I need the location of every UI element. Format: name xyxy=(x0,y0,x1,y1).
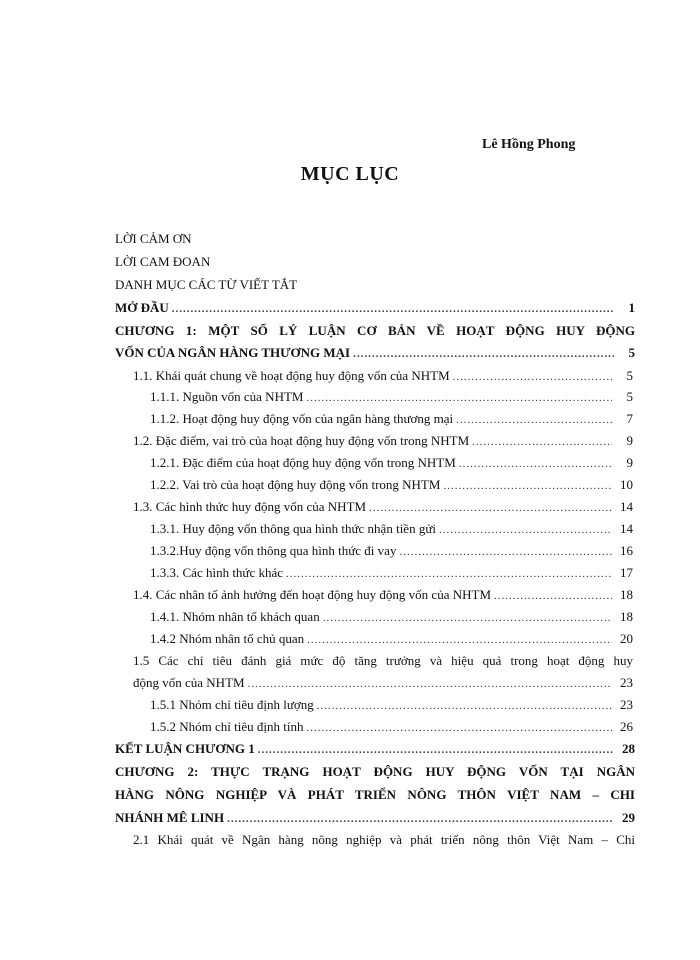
dot-leader xyxy=(439,518,612,541)
dot-leader xyxy=(399,540,612,563)
toc-entry-page: 29 xyxy=(622,810,635,825)
dot-leader xyxy=(472,430,612,453)
dot-leader xyxy=(353,342,614,365)
toc-entry-page: 1 xyxy=(628,300,635,315)
toc-entry xyxy=(150,452,633,474)
toc-chapter2-line2: HÀNG NÔNG NGHIỆP VÀ PHÁT TRIỂN NÔNG THÔN VIỆT NAM – CHI xyxy=(115,787,635,802)
toc-entry-1-5 xyxy=(133,672,633,694)
dot-leader xyxy=(494,584,612,607)
toc-entry-page: 20 xyxy=(620,631,633,646)
dot-leader xyxy=(323,606,612,629)
toc-entry xyxy=(150,628,633,650)
dot-leader xyxy=(258,738,614,761)
toc-entry-label: 1.3.1. Huy động vốn thông qua hình thức nhận tiền gửi xyxy=(150,521,436,536)
toc-entry-label: 1.3. Các hình thức huy động vốn của NHTM xyxy=(133,499,367,514)
dot-leader xyxy=(317,694,612,717)
toc-entry-chapter2 xyxy=(115,807,635,829)
page-title: MỤC LỤC xyxy=(300,163,400,185)
toc-entry xyxy=(150,386,633,408)
toc-entry-label: 1.2. Đặc điểm, vai trò của hoạt động huy động vốn trong NHTM xyxy=(133,433,470,448)
toc-chapter2-line1: CHƯƠNG 2: THỰC TRẠNG HOẠT ĐỘNG HUY ĐỘNG VỐN TẠI NGÂN xyxy=(115,764,635,779)
toc-entry xyxy=(150,562,633,584)
toc-entry-page: 5 xyxy=(626,368,633,383)
dot-leader xyxy=(459,452,612,475)
toc-entry-page: 7 xyxy=(626,411,633,426)
toc-entry-label: 1.2.2. Vai trò của hoạt động huy động vốn trong NHTM xyxy=(150,477,441,492)
dot-leader xyxy=(306,716,612,739)
toc-entry-page: 17 xyxy=(620,565,633,580)
toc-entry-label: 1.1. Khái quát chung về hoạt động huy động vốn của NHTM xyxy=(133,368,450,383)
toc-entry-page: 18 xyxy=(620,609,633,624)
toc-entry xyxy=(133,365,633,387)
toc-entry-1-5-line1: 1.5 Các chỉ tiêu đánh giá mức độ tăng trưởng và hiệu quả trong hoạt động huy xyxy=(133,653,633,668)
toc-entry-page: 5 xyxy=(628,345,635,360)
toc-entry-page: 23 xyxy=(620,675,633,690)
toc-chapter1-line1: CHƯƠNG 1: MỘT SỐ LÝ LUẬN CƠ BẢN VỀ HOẠT ĐỘNG HUY ĐỘNG xyxy=(115,323,635,338)
toc-entry-page: 18 xyxy=(620,587,633,602)
toc-entry xyxy=(150,408,633,430)
toc-entry-label: 1.4. Các nhân tố ảnh hưởng đến hoạt động huy động vốn của NHTM xyxy=(133,587,492,602)
dot-leader xyxy=(453,365,612,388)
toc-entry xyxy=(150,606,633,628)
toc-entry-label: 1.2.1. Đặc điểm của hoạt động huy động vốn trong NHTM xyxy=(150,455,456,470)
toc-entry-label: 1.1.2. Hoạt động huy động vốn của ngân hàng thương mại xyxy=(150,411,454,426)
dot-leader xyxy=(369,496,612,519)
author-name: Lê Hồng Phong xyxy=(482,137,576,152)
toc-entry xyxy=(150,694,633,716)
toc-loi-cam-doan: LỜI CAM ĐOAN xyxy=(115,254,211,269)
toc-entry-page: 14 xyxy=(620,499,633,514)
toc-entry xyxy=(133,496,633,518)
toc-entry-page: 28 xyxy=(622,741,635,756)
toc-entry-label: KẾT LUẬN CHƯƠNG 1 xyxy=(115,741,255,756)
toc-entry xyxy=(150,540,633,562)
dot-leader xyxy=(172,297,614,320)
toc-entry-label: 1.4.1. Nhóm nhân tố khách quan xyxy=(150,609,320,624)
toc-entry-2-1: 2.1 Khái quát về Ngân hàng nông nghiệp và phát triển nông thôn Việt Nam – Chi xyxy=(133,832,635,847)
toc-entry xyxy=(133,430,633,452)
toc-entry-label: 1.3.2.Huy động vốn thông qua hình thức đi vay xyxy=(150,543,397,558)
toc-entry-page: 26 xyxy=(620,719,633,734)
toc-entry-page: 9 xyxy=(626,455,633,470)
toc-entry-page: 23 xyxy=(620,697,633,712)
toc-entry-label: MỞ ĐẦU xyxy=(115,300,169,315)
toc-entry-page: 9 xyxy=(626,433,633,448)
toc-entry-label: 1.5.1 Nhóm chỉ tiêu định lượng xyxy=(150,697,314,712)
toc-entry-page: 16 xyxy=(620,543,633,558)
toc-entry-label: 1.1.1. Nguồn vốn của NHTM xyxy=(150,389,304,404)
dot-leader xyxy=(443,474,612,497)
dot-leader xyxy=(306,386,612,409)
toc-entry-label: 1.3.3. Các hình thức khác xyxy=(150,565,284,580)
toc-entry-page: 14 xyxy=(620,521,633,536)
toc-entry xyxy=(133,584,633,606)
toc-entry-label: NHÁNH MÊ LINH xyxy=(115,810,225,825)
toc-entry-page: 5 xyxy=(626,389,633,404)
toc-danh-muc: DANH MỤC CÁC TỪ VIẾT TẮT xyxy=(115,277,298,292)
dot-leader xyxy=(456,408,612,431)
toc-entry-ket-luan xyxy=(115,738,635,760)
dot-leader xyxy=(248,672,612,695)
dot-leader xyxy=(227,807,614,830)
toc-entry-label: động vốn của NHTM xyxy=(133,675,245,690)
toc-entry xyxy=(150,716,633,738)
toc-entry xyxy=(150,518,633,540)
toc-entry-chapter1 xyxy=(115,342,635,364)
toc-entry xyxy=(150,474,633,496)
toc-entry-page: 10 xyxy=(620,477,633,492)
toc-entry-label: 1.4.2 Nhóm nhân tố chủ quan xyxy=(150,631,305,646)
toc-entry-mo-dau xyxy=(115,297,635,319)
dot-leader xyxy=(286,562,612,585)
dot-leader xyxy=(307,628,612,651)
toc-entry-label: VỐN CỦA NGÂN HÀNG THƯƠNG MẠI xyxy=(115,345,351,360)
toc-loi-cam-on: LỜI CẢM ƠN xyxy=(115,231,192,246)
toc-entry-label: 1.5.2 Nhóm chỉ tiêu định tính xyxy=(150,719,304,734)
